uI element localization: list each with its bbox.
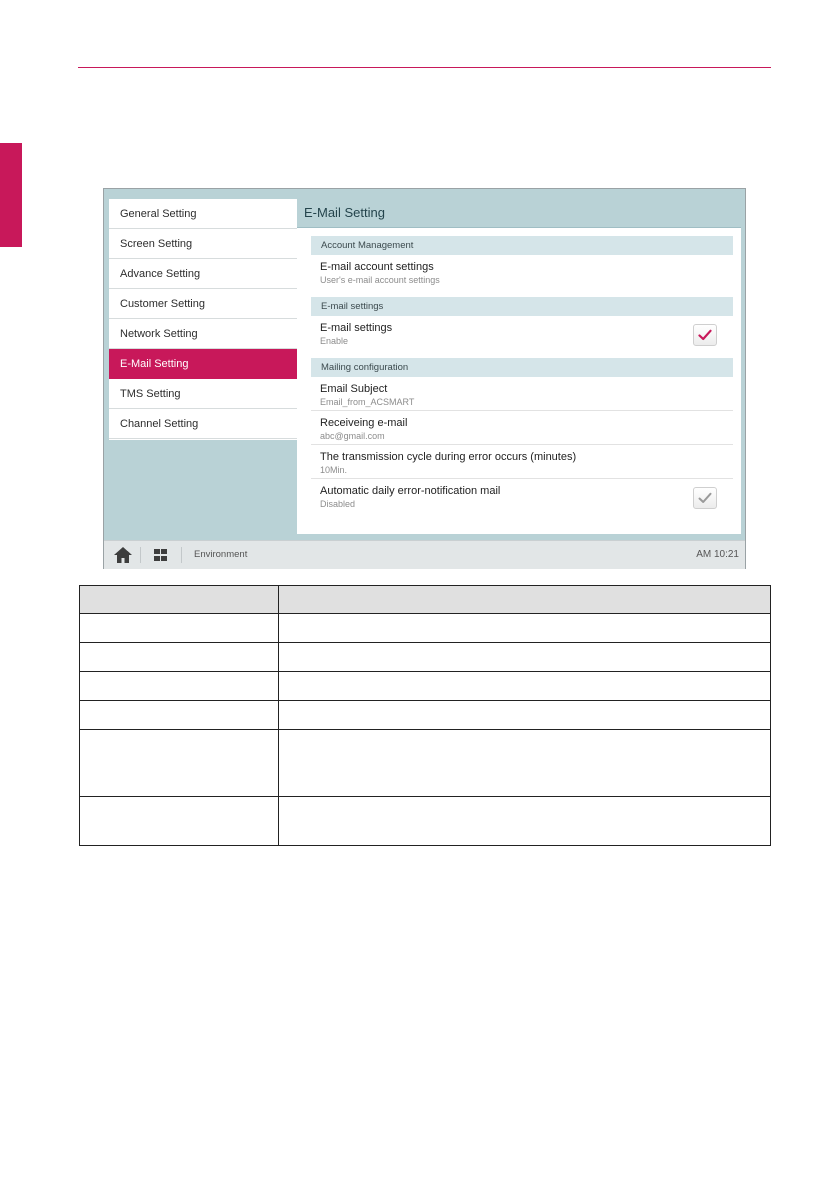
home-icon[interactable]	[113, 546, 133, 564]
row-subtitle: Enable	[320, 336, 349, 346]
table-cell	[279, 614, 771, 643]
section-header-mailing: Mailing configuration	[311, 358, 733, 377]
clock: AM 10:21	[696, 549, 739, 560]
row-title: E-mail account settings	[320, 261, 434, 273]
row-title: The transmission cycle during error occurs (minutes)	[320, 451, 577, 463]
row-title: Email Subject	[320, 383, 388, 395]
row-title: Automatic daily error-notification mail	[320, 485, 501, 497]
email-subject-row[interactable]	[311, 377, 733, 411]
row-subtitle: abc@gmail.com	[320, 431, 385, 441]
grid-icon[interactable]	[154, 549, 167, 561]
table-cell	[80, 672, 279, 701]
sidebar-item-screen[interactable]: Screen Setting	[109, 229, 297, 259]
table-cell	[279, 586, 771, 614]
panel-title: E-Mail Setting	[297, 199, 741, 228]
table-cell	[279, 643, 771, 672]
sidebar-item-email[interactable]: E-Mail Setting	[109, 349, 297, 379]
settings-screen	[103, 188, 746, 569]
checkmark-icon	[698, 492, 712, 504]
description-table	[79, 585, 771, 846]
sidebar-item-tms[interactable]: TMS Setting	[109, 379, 297, 409]
row-title: E-mail settings	[320, 322, 393, 334]
table-row	[80, 672, 771, 701]
table-cell	[279, 701, 771, 730]
email-setting-panel	[297, 199, 741, 534]
table-cell	[80, 701, 279, 730]
table-cell	[80, 797, 279, 846]
email-account-settings-row[interactable]	[311, 255, 733, 289]
section-header-email-settings: E-mail settings	[311, 297, 733, 316]
row-subtitle: Email_from_ACSMART	[320, 397, 415, 407]
sidebar-item-network[interactable]: Network Setting	[109, 319, 297, 349]
sidebar-item-general[interactable]: General Setting	[109, 199, 297, 229]
table-cell	[80, 586, 279, 614]
taskbar-divider	[140, 547, 141, 563]
table-header-row	[80, 586, 771, 614]
table-cell	[279, 797, 771, 846]
settings-sidebar	[109, 199, 297, 440]
email-settings-row[interactable]	[311, 316, 733, 350]
sidebar-item-advance[interactable]: Advance Setting	[109, 259, 297, 289]
table-cell	[279, 672, 771, 701]
breadcrumb: Environment	[194, 549, 248, 560]
row-title: Receiveing e-mail	[320, 417, 408, 429]
table-cell	[279, 730, 771, 797]
taskbar	[104, 540, 745, 569]
row-subtitle: User's e-mail account settings	[320, 275, 440, 285]
sidebar-item-channel[interactable]: Channel Setting	[109, 409, 297, 439]
table-cell	[80, 614, 279, 643]
top-rule	[78, 67, 771, 68]
sidebar-item-customer[interactable]: Customer Setting	[109, 289, 297, 319]
table-row	[80, 614, 771, 643]
table-row	[80, 701, 771, 730]
row-subtitle: 10Min.	[320, 465, 348, 475]
table-row	[80, 730, 771, 797]
table-row	[80, 797, 771, 846]
receiving-email-row[interactable]	[311, 411, 733, 445]
email-enable-checkbox[interactable]	[693, 324, 717, 346]
transmission-cycle-row[interactable]	[311, 445, 733, 479]
chapter-tab	[0, 143, 22, 247]
checkmark-icon	[698, 329, 712, 341]
section-header-account: Account Management	[311, 236, 733, 255]
daily-error-mail-row[interactable]	[311, 479, 733, 513]
table-row	[80, 643, 771, 672]
table-cell	[80, 643, 279, 672]
row-subtitle: Disabled	[320, 499, 356, 509]
table-cell	[80, 730, 279, 797]
daily-error-mail-checkbox[interactable]	[693, 487, 717, 509]
taskbar-divider	[181, 547, 182, 563]
